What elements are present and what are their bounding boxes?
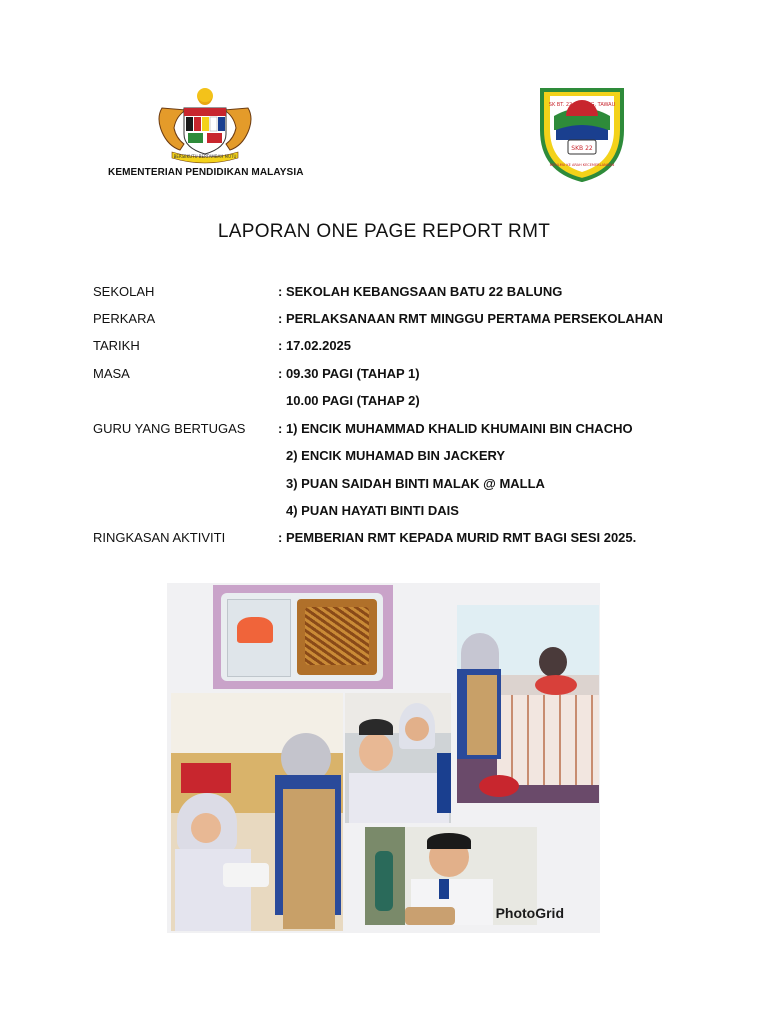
guru-item: 4) PUAN HAYATI BINTI DAIS [286, 503, 459, 518]
crest-top-text: SK BT. 22 BALUNG, TAWAU [548, 102, 616, 108]
field-label: TARIKH [93, 338, 140, 353]
field-label: RINGKASAN AKTIVITI [93, 530, 226, 545]
field-value: 10.00 PAGI (TAHAP 2) [286, 393, 420, 408]
coat-of-arms-motto: BERSEKUTU BERTAMBAH MUTU [173, 154, 237, 159]
guru-item: 3) PUAN SAIDAH BINTI MALAK @ MALLA [286, 476, 545, 491]
field-label: SEKOLAH [93, 284, 155, 299]
field-value: : 09.30 PAGI (TAHAP 1) [278, 366, 420, 381]
report-title: LAPORAN ONE PAGE REPORT RMT [217, 221, 551, 242]
photo-collage [167, 583, 600, 933]
students-eating-photo [345, 693, 451, 823]
crest-bottom-text: BERILMU KE ARAH KECEMERLANGAN [549, 163, 615, 167]
field-value: : PERLAKSANAAN RMT MINGGU PERTAMA PERSEKOLAHAN [278, 311, 663, 326]
crest-book-text: SKB 22 [571, 145, 593, 152]
guru-item: 2) ENCIK MUHAMAD BIN JACKERY [286, 448, 506, 463]
field-value: : 1) ENCIK MUHAMMAD KHALID KHUMAINI BIN CHACHO [278, 421, 633, 436]
ministry-name: KEMENTERIAN PENDIDIKAN MALAYSIA [108, 167, 304, 178]
school-crest [536, 86, 628, 184]
field-label: GURU YANG BERTUGAS [93, 421, 246, 436]
classroom-meal-photo [171, 693, 343, 931]
field-value: : PEMBERIAN RMT KEPADA MURID RMT BAGI SESI 2025. [278, 530, 637, 545]
teacher-packing-photo [457, 605, 599, 803]
field-value: : 17.02.2025 [278, 338, 352, 353]
field-value: : SEKOLAH KEBANGSAAN BATU 22 BALUNG [278, 284, 563, 299]
photogrid-watermark: PhotoGrid [495, 905, 564, 921]
food-container-photo [213, 585, 393, 689]
malaysia-coat-of-arms [150, 86, 260, 164]
field-label: MASA [93, 366, 130, 381]
field-label: PERKARA [93, 311, 156, 326]
